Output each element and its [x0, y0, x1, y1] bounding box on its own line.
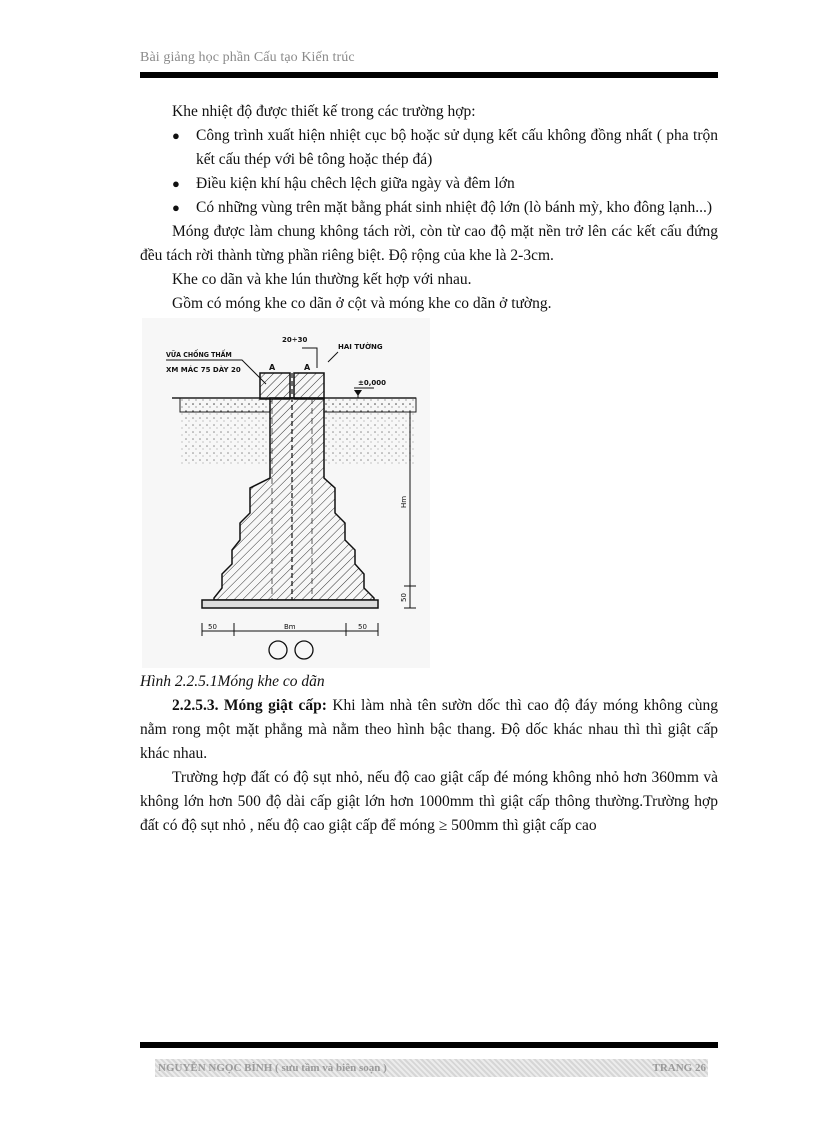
header-rule [140, 72, 718, 78]
foundation-drawing [142, 318, 430, 668]
page-footer [155, 1059, 708, 1077]
label-50-right: 50 [400, 593, 408, 602]
paragraph: Khe co dãn và khe lún thường kết hợp với nhau. [172, 271, 472, 288]
label-height: Hm [400, 495, 408, 508]
section-paragraph [140, 694, 718, 766]
list-item: ● Công trình xuất hiện nhiệt cục bộ hoặc sử dụng kết cấu không đồng nhất ( pha trộn kết cấu thép với bê tông hoặc thép đá) [140, 124, 718, 172]
label-a-right: A [304, 363, 311, 372]
base-slab [202, 600, 378, 608]
bullet-icon: ● [172, 128, 180, 143]
soil-left [180, 412, 270, 464]
intro-paragraph: Khe nhiệt độ được thiết kế trong các trường hợp: [172, 103, 476, 120]
wall-left [260, 373, 290, 399]
label-gap: 20÷30 [282, 336, 308, 344]
bullet-icon: ● [172, 176, 180, 191]
paragraph: Gồm có móng khe co dãn ở cột và móng khe co dãn ở tường. [172, 295, 552, 312]
document-body [140, 100, 718, 838]
footer-author: NGUYỄN NGỌC BÌNH ( sưu tầm và biên soạn ) [158, 1062, 387, 1074]
label-level: ±0,000 [358, 379, 387, 387]
list-item: ● Có những vùng trên mặt bằng phát sinh nhiệt độ lớn (lò bánh mỳ, kho đông lạnh...) [140, 196, 718, 220]
label-wall: HAI TƯỜNG [338, 343, 383, 351]
footer-rule [140, 1042, 718, 1048]
soil-right [324, 412, 416, 464]
label-a-left: A [269, 363, 276, 372]
page-number: TRANG 26 [652, 1062, 706, 1074]
section-text: Khi làm nhà tên sườn dốc thì cao độ đáy móng không cùng nằm rong một mặt phẳng mà nằm theo hình bậc thang. Độ dốc khác nhau thì thì giật cấp khác nhau. [140, 697, 718, 762]
floor-slab-left [180, 398, 270, 412]
wall-right [294, 373, 324, 399]
paragraph: Trường hợp đất có độ sụt nhỏ, nếu độ cao giật cấp đé móng không nhỏ hơn 360mm và không lớn hơn 500 độ dài cấp giật lớn hơn 1000mm thì giật cấp thông thường.Trường hợp đất có độ sụt nhỏ , nếu độ cao giật cấp để móng ≥ 500mm thì giật cấp cao [140, 769, 718, 834]
label-waterproof-2: XM MÁC 75 DÀY 20 [166, 366, 241, 374]
paragraph: Móng được làm chung không tách rời, còn từ cao độ mặt nền trở lên các kết cấu đứng đều tách rời thành từng phần riêng biệt. Độ rộng của khe là 2-3cm. [140, 223, 718, 264]
label-50-bottom: 50 [358, 623, 367, 631]
bullet-icon: ● [172, 200, 180, 215]
foundation-figure [142, 318, 430, 668]
conditions-list [140, 124, 718, 220]
page-header-title: Bài giảng học phần Cấu tạo Kiến trúc [140, 50, 355, 65]
label-50-left: 50 [208, 623, 217, 631]
floor-slab-right [324, 398, 416, 412]
label-waterproof-1: VỮA CHỐNG THẤM [166, 351, 232, 359]
figure-caption: Hình 2.2.5.1Móng khe co dãn [140, 673, 325, 690]
label-bm: Bm [284, 623, 296, 631]
list-item: ● Điều kiện khí hậu chêch lệch giữa ngày và đêm lớn [140, 172, 718, 196]
section-heading: 2.2.5.3. Móng giật cấp: [172, 697, 327, 714]
